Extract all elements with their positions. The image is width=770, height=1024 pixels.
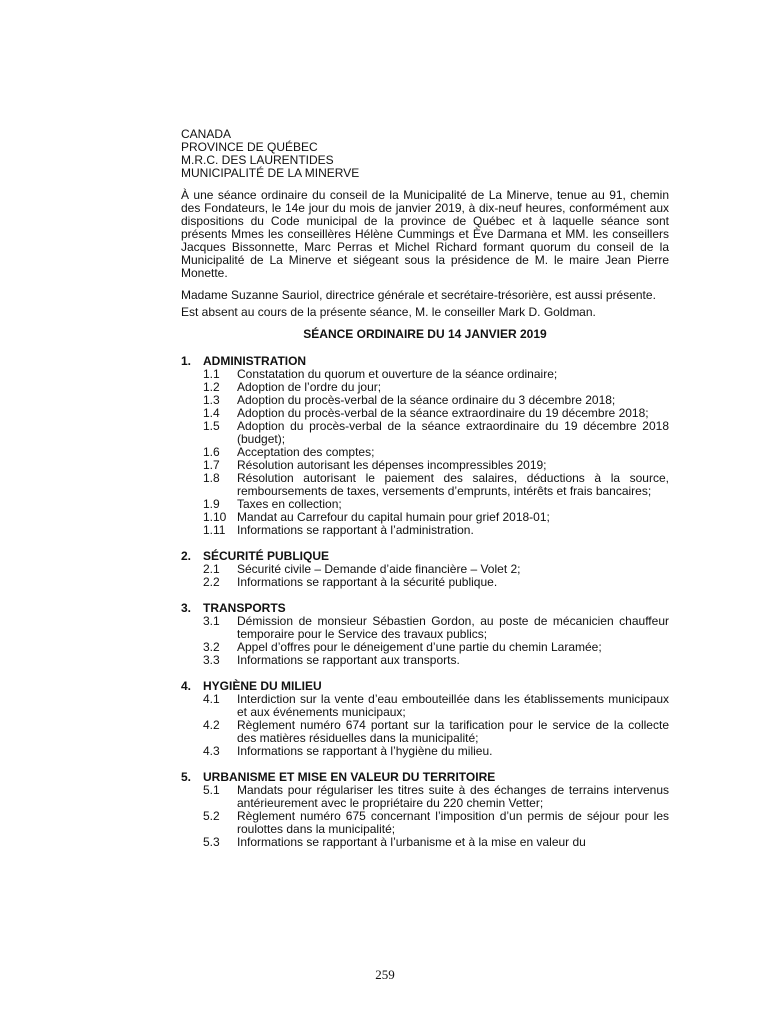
item-text: Informations se rapportant à l’urbanisme et à la mise en valeur du [237,835,586,849]
item-number: 5.1 [203,783,220,797]
item-text: Acceptation des comptes; [237,445,375,459]
agenda-item [181,745,669,758]
item-text: Appel d’offres pour le déneigement d’une partie du chemin Laramée; [237,640,602,654]
item-number: 1.5 [203,419,220,433]
intro-paragraph: À une séance ordinaire du conseil de la Municipalité de La Minerve, tenue au 91, chemin des Fondateurs, le 14e jour du mois de janvier 2019, à dix-neuf heures, conformément aux dispositions du Code municipal de la province de Québec et à laquelle séance sont présents Mmes les conseillères Hélène Cummings et Ève Darmana et MM. les conseillers Jacques Bissonnette, Marc Perras et Michel Richard formant quorum du conseil de la Municipalité de La Minerve et siégeant sous la présidence de M. le maire Jean Pierre Monette. [181,188,669,280]
item-text: Informations se rapportant à l’hygiène du milieu. [237,744,493,758]
item-number: 3.1 [203,614,220,628]
agenda-section [181,550,669,589]
item-text: Informations se rapportant aux transports. [237,653,460,667]
item-number: 1.3 [203,393,220,407]
section-number: 4. [181,679,192,693]
agenda-item [181,654,669,667]
agenda-item [181,836,669,849]
header-province: PROVINCE DE QUÉBEC [181,140,318,154]
item-text: Résolution autorisant le paiement des salaires, déductions à la source, remboursements de taxes, versements d’emprunts, intérêts et frais bancaires; [237,471,669,498]
item-number: 2.1 [203,562,220,576]
header-municipality: MUNICIPALITÉ DE LA MINERVE [181,166,360,180]
agenda-item [181,784,669,810]
section-title: HYGIÈNE DU MILIEU [203,679,322,693]
item-text: Adoption de l’ordre du jour; [237,380,382,394]
item-text: Informations se rapportant à la sécurité publique. [237,575,498,589]
page-number: 259 [375,967,395,982]
absence-paragraph: Est absent au cours de la présente séance, M. le conseiller Mark D. Goldman. [181,305,596,319]
header-country: CANADA [181,127,232,141]
agenda-item [181,719,669,745]
section-number: 1. [181,354,192,368]
item-number: 4.3 [203,744,220,758]
header-mrc: M.R.C. DES LAURENTIDES [181,153,334,167]
section-number: 2. [181,549,192,563]
agenda-item [181,810,669,836]
agenda-item [181,524,669,537]
agenda-item [181,420,669,446]
agenda-sections [181,355,669,849]
item-number: 5.2 [203,809,220,823]
item-number: 1.7 [203,458,220,472]
item-text: Adoption du procès-verbal de la séance extraordinaire du 19 décembre 2018 (budget); [237,419,669,446]
item-number: 1.2 [203,380,220,394]
item-number: 1.10 [203,510,227,524]
item-number: 3.3 [203,653,220,667]
agenda-section [181,355,669,537]
header-block [181,128,669,180]
item-text: Taxes en collection; [237,497,342,511]
item-text: Résolution autorisant les dépenses incompressibles 2019; [237,458,547,472]
section-number: 3. [181,601,192,615]
agenda-item [181,615,669,641]
item-text: Adoption du procès-verbal de la séance ordinaire du 3 décembre 2018; [237,393,616,407]
item-text: Informations se rapportant à l’administration. [237,523,474,537]
section-title: ADMINISTRATION [203,354,307,368]
item-text: Adoption du procès-verbal de la séance extraordinaire du 19 décembre 2018; [237,406,649,420]
item-number: 5.3 [203,835,220,849]
session-title: SÉANCE ORDINAIRE DU 14 JANVIER 2019 [303,327,547,341]
item-text: Mandat au Carrefour du capital humain pour grief 2018-01; [237,510,550,524]
item-text: Règlement numéro 674 portant sur la tarification pour le service de la collecte des matières résiduelles dans la municipalité; [237,718,669,745]
section-title: TRANSPORTS [203,601,286,615]
item-number: 1.1 [203,367,220,381]
agenda-item [181,472,669,498]
secretary-paragraph: Madame Suzanne Sauriol, directrice générale et secrétaire-trésorière, est aussi présente. [181,288,656,302]
item-number: 4.1 [203,692,220,706]
agenda-section [181,602,669,667]
section-number: 5. [181,770,192,784]
item-text: Démission de monsieur Sébastien Gordon, au poste de mécanicien chauffeur temporaire pour le Service des travaux publics; [237,614,669,641]
item-number: 1.4 [203,406,220,420]
item-number: 1.11 [203,523,226,537]
item-number: 3.2 [203,640,220,654]
item-number: 4.2 [203,718,220,732]
item-number: 2.2 [203,575,220,589]
section-title: URBANISME ET MISE EN VALEUR DU TERRITOIRE [203,770,496,784]
document-body [181,128,669,849]
item-text: Interdiction sur la vente d’eau embouteillée dans les établissements municipaux et aux événements municipaux; [237,692,669,719]
agenda-item [181,693,669,719]
item-text: Règlement numéro 675 concernant l’imposition d’un permis de séjour pour les roulottes dans la municipalité; [237,809,669,836]
agenda-item [181,576,669,589]
section-title: SÉCURITÉ PUBLIQUE [203,549,330,563]
item-text: Sécurité civile – Demande d’aide financière – Volet 2; [237,562,521,576]
agenda-section [181,680,669,758]
item-text: Mandats pour régulariser les titres suite à des échanges de terrains intervenus antérieurement avec le propriétaire du 220 chemin Vetter; [237,783,669,810]
item-number: 1.6 [203,445,220,459]
item-text: Constatation du quorum et ouverture de la séance ordinaire; [237,367,558,381]
item-number: 1.9 [203,497,220,511]
agenda-section [181,771,669,849]
item-number: 1.8 [203,471,220,485]
